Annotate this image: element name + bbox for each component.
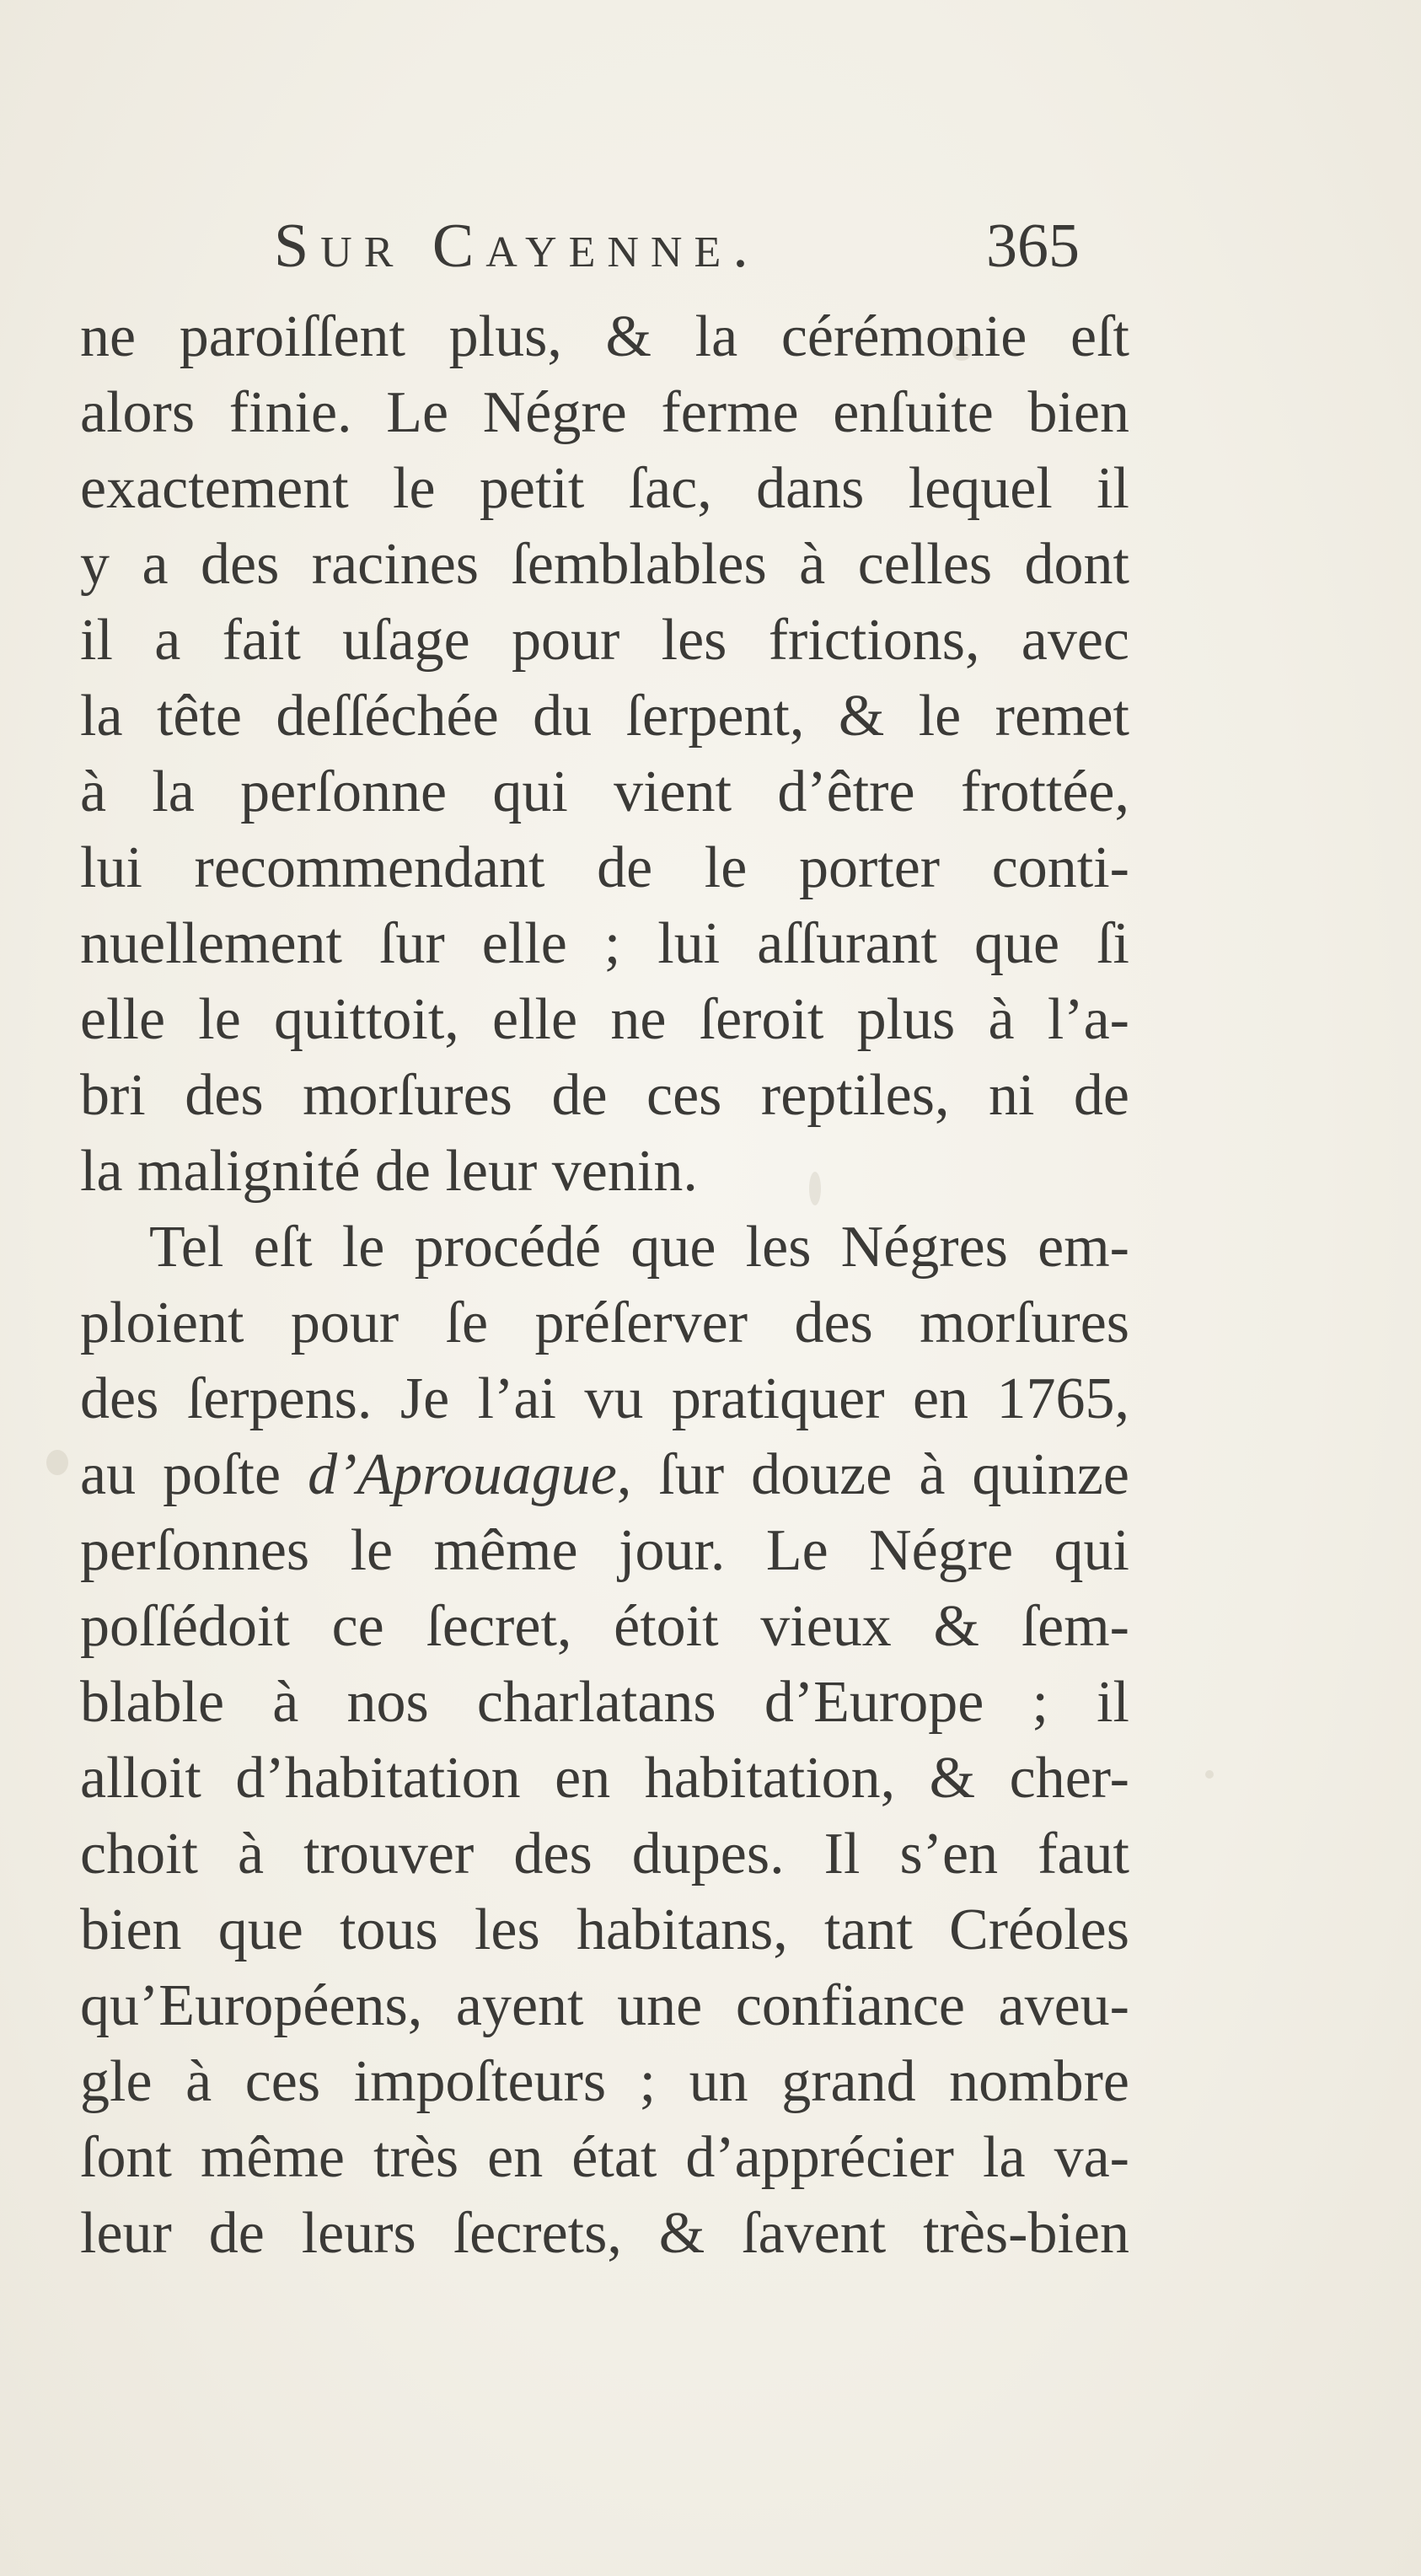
text-line: bien que tous les habitans, tant Créoles bbox=[80, 1897, 1129, 1962]
place-name-italic: d’Aprouague bbox=[308, 1442, 617, 1507]
text-line: elle le quittoit, elle ne ſeroit plus à l’a- bbox=[80, 987, 1129, 1052]
text-line: exactement le petit ſac, dans lequel il bbox=[80, 456, 1129, 521]
text-line: la tête deſſéchée du ſerpent, & le remet bbox=[80, 684, 1129, 749]
paper-spot bbox=[1205, 1770, 1214, 1779]
text-line: poſſédoit ce ſecret, étoit vieux & ſem- bbox=[80, 1594, 1129, 1659]
text-fragment: , ſur douze à quinze bbox=[616, 1442, 1129, 1507]
text-line: à la perſonne qui vient d’être frottée, bbox=[80, 759, 1129, 824]
text-line: leur de leurs ſecrets, & ſavent très-bien bbox=[80, 2201, 1129, 2266]
text-line: ne paroiſſent plus, & la cérémonie eſt bbox=[80, 304, 1129, 369]
text-line: perſonnes le même jour. Le Négre qui bbox=[80, 1518, 1129, 1583]
text-line: alloit d’habitation en habitation, & cher- bbox=[80, 1746, 1129, 1811]
text-line: ploient pour ſe préſerver des morſures bbox=[80, 1291, 1129, 1355]
text-line: Tel eſt le procédé que les Négres em- bbox=[149, 1215, 1129, 1280]
text-line: alors finie. Le Négre ferme enſuite bien bbox=[80, 380, 1129, 445]
text-line: la malignité de leur venin. bbox=[80, 1139, 698, 1204]
text-line: nuellement ſur elle ; lui aſſurant que ſi bbox=[80, 911, 1129, 976]
paragraph-1 bbox=[80, 299, 1129, 1210]
text-line: il a fait uſage pour les frictions, avec bbox=[80, 608, 1129, 673]
text-line: bri des morſures de ces reptiles, ni de bbox=[80, 1063, 1129, 1128]
text-line: choit à trouver des dupes. Il s’en faut bbox=[80, 1822, 1129, 1886]
text-line: y a des racines ſemblables à celles dont bbox=[80, 532, 1129, 597]
body-text bbox=[80, 299, 1129, 2272]
text-line: gle à ces impoſteurs ; un grand nombre bbox=[80, 2049, 1129, 2114]
running-head-title: Sur Cayenne. bbox=[274, 212, 760, 281]
text-line: ſont même très en état d’apprécier la va- bbox=[80, 2125, 1129, 2190]
paragraph-2 bbox=[80, 1210, 1129, 2272]
text-line: qu’Européens, ayent une confiance aveu- bbox=[80, 1973, 1129, 2038]
running-head bbox=[0, 211, 1421, 287]
text-line bbox=[80, 1437, 1129, 1513]
text-fragment: au poſte bbox=[80, 1442, 308, 1507]
text-line: lui recommendant de le porter conti- bbox=[80, 835, 1129, 900]
text-line: des ſerpens. Je l’ai vu pratiquer en 1765, bbox=[80, 1366, 1129, 1431]
page-number: 365 bbox=[986, 212, 1080, 281]
paper-spot bbox=[46, 1450, 68, 1475]
text-line: blable à nos charlatans d’Europe ; il bbox=[80, 1670, 1129, 1735]
